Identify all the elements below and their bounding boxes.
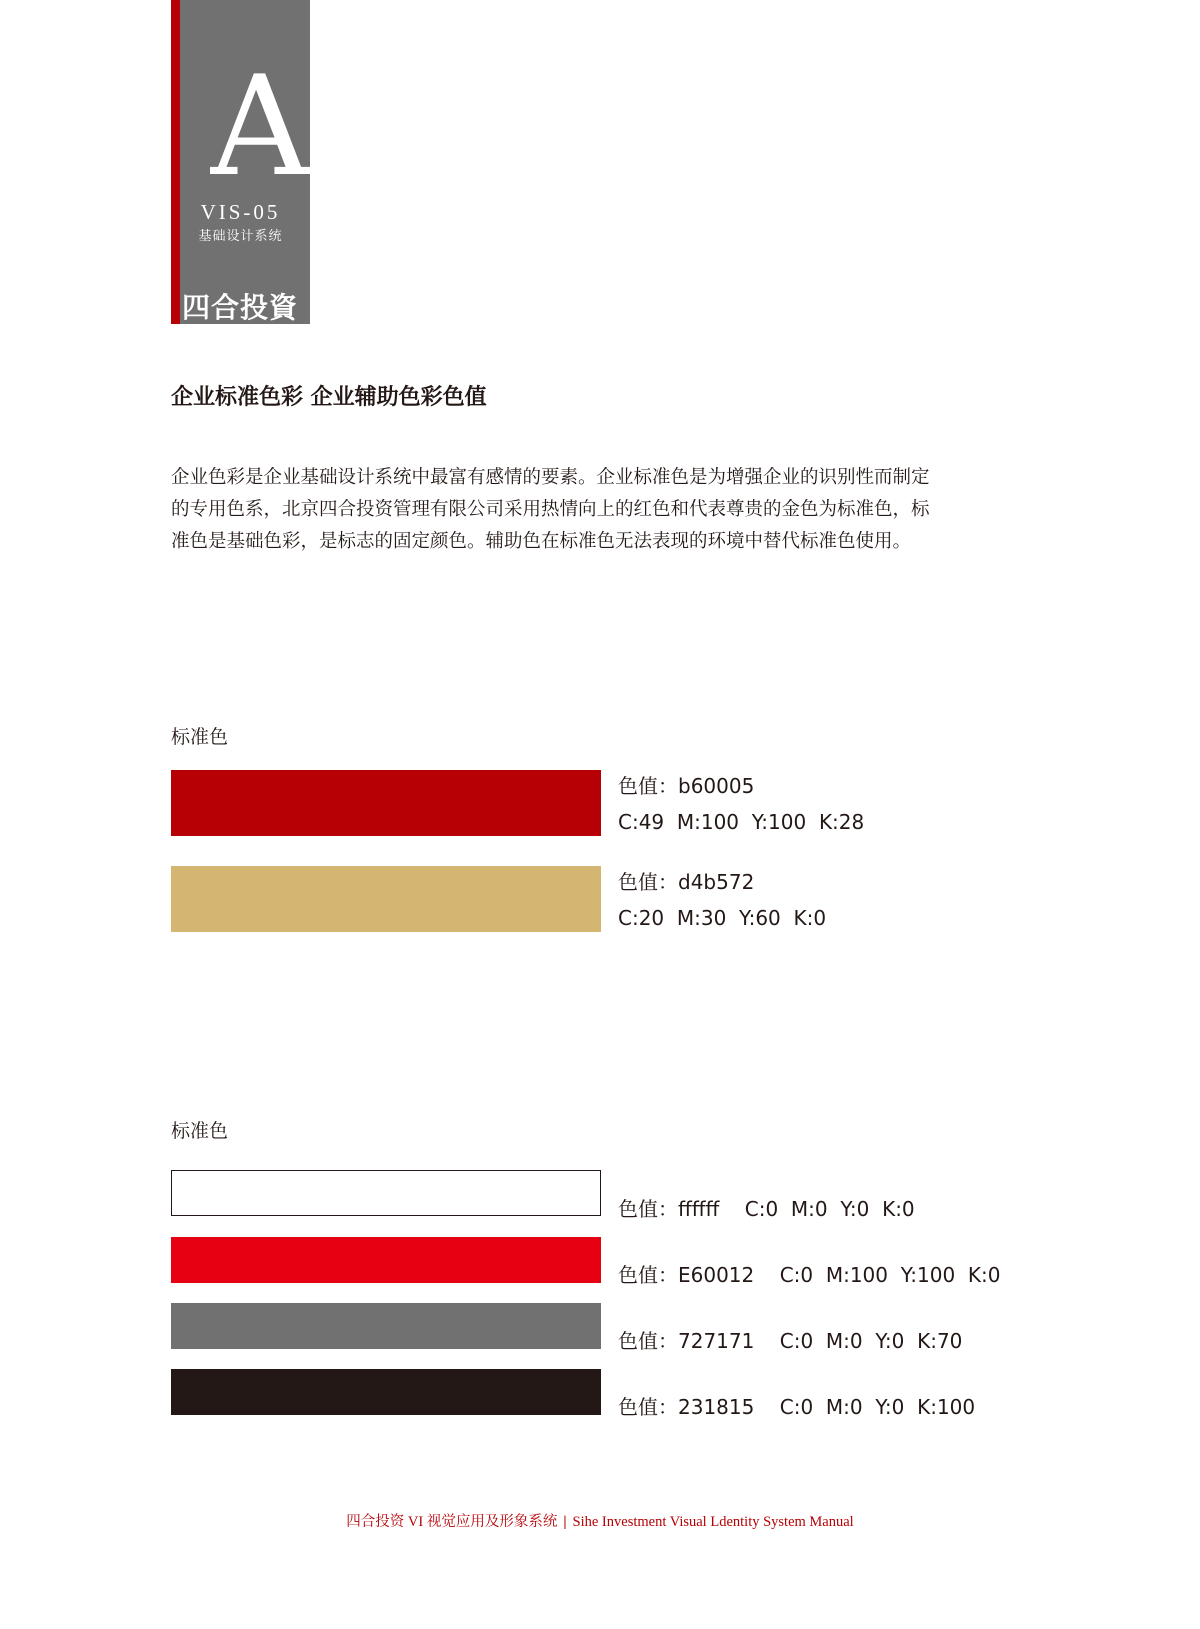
swatch-value: 色值：ffffff C:0 M:0 Y:0 K:0 xyxy=(618,1197,915,1221)
section-letter: A xyxy=(210,58,310,188)
swatch-bright-red xyxy=(171,1237,601,1283)
intro-line: 企业色彩是企业基础设计系统中最富有感情的要素。企业标准色是为增强企业的识别性而制定 xyxy=(171,467,930,488)
section-code: VIS-05 xyxy=(200,200,281,224)
swatch-cmyk: C:20 M:30 Y:60 K:0 xyxy=(618,906,827,930)
side-tab-stripe xyxy=(171,0,180,324)
swatch-gray xyxy=(171,1303,601,1349)
intro-line: 准色是基础色彩，是标志的固定颜色。辅助色在标准色无法表现的环境中替代标准色使用。 xyxy=(171,531,912,552)
footer-separator: | xyxy=(563,1514,567,1530)
swatch-value: 色值：E60012 C:0 M:100 Y:100 K:0 xyxy=(618,1263,1001,1287)
swatch-value: 色值：d4b572 xyxy=(618,870,755,894)
swatch-value: 色值：727171 C:0 M:0 Y:0 K:70 xyxy=(618,1329,963,1353)
standard-color-label: 标准色 xyxy=(171,726,229,748)
section-subtitle: 基础设计系统 xyxy=(198,229,283,244)
swatch-red xyxy=(171,770,601,836)
swatch-value: 色值：231815 C:0 M:0 Y:0 K:100 xyxy=(618,1395,976,1419)
intro-line: 的专用色系，北京四合投资管理有限公司采用热情向上的红色和代表尊贵的金色为标准色，标 xyxy=(171,499,930,520)
footer-en: Sihe Investment Visual Ldentity System Manual xyxy=(572,1514,854,1530)
swatch-cmyk: C:49 M:100 Y:100 K:28 xyxy=(618,810,865,834)
footer-cn: 四合投资 VI 视觉应用及形象系统 xyxy=(346,1514,558,1530)
brand-logo-text: 四合投資 xyxy=(182,291,299,324)
intro-paragraph xyxy=(171,462,1041,558)
swatch-gold xyxy=(171,866,601,932)
page-title: 企业标准色彩 企业辅助色彩色值 xyxy=(171,385,487,410)
swatch-black xyxy=(171,1369,601,1415)
auxiliary-color-label: 标准色 xyxy=(171,1120,229,1142)
swatch-white xyxy=(171,1170,601,1216)
footer xyxy=(0,1510,1200,1531)
swatch-value: 色值：b60005 xyxy=(618,774,755,798)
